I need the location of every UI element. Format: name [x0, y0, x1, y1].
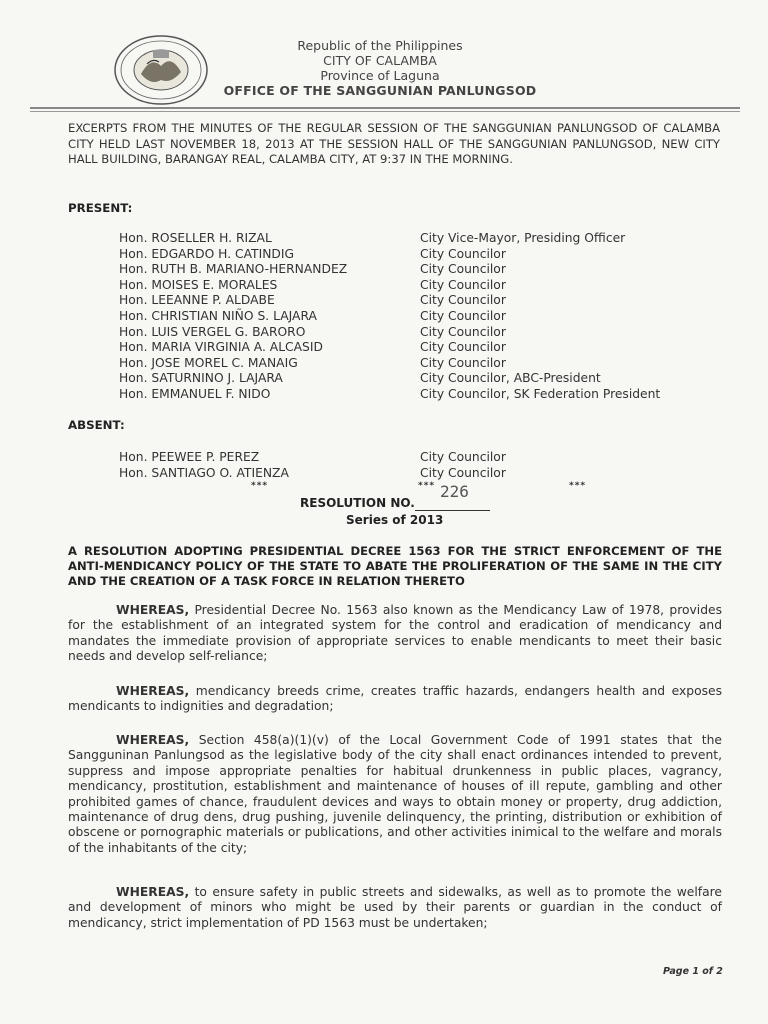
letterhead — [210, 38, 550, 99]
member-name: Hon. EDGARDO H. CATINDIG — [119, 246, 295, 261]
member-role: City Councilor — [420, 324, 506, 339]
member-role: City Councilor — [420, 465, 506, 480]
whereas-text: Presidential Decree No. 1563 also known as the Mendicancy Law of 1978, provides for the establishment of an integrated system for the control and eradication of mendicancy and mandates the immediate provision of appropriate services to enable mendicants to meet their basic needs and develop self-reliance; — [68, 603, 722, 664]
separator-stars: *** — [569, 481, 587, 491]
present-members — [119, 231, 347, 403]
separator-stars: *** — [251, 481, 269, 491]
member-role: City Councilor — [420, 262, 506, 277]
letterhead-republic: Republic of the Philippines — [297, 38, 463, 53]
resolution-label: RESOLUTION NO. — [300, 496, 415, 510]
whereas-clause — [68, 684, 722, 715]
resolution-number-line — [415, 510, 490, 511]
member-role: City Councilor — [420, 355, 506, 370]
letterhead-office: OFFICE OF THE SANGGUNIAN PANLUNGSOD — [223, 83, 537, 98]
present-label: PRESENT: — [68, 201, 133, 215]
whereas-clause — [68, 885, 722, 931]
whereas-text: mendicancy breeds crime, creates traffic hazards, endangers health and exposes mendicants to indignities and degradation; — [68, 684, 722, 714]
member-name: Hon. MARIA VIRGINIA A. ALCASID — [119, 340, 323, 355]
member-name: Hon. CHRISTIAN NIÑO S. LAJARA — [119, 308, 317, 323]
absent-members — [119, 450, 289, 481]
present-roles — [420, 231, 660, 403]
whereas-text: to ensure safety in public streets and sidewalks, as well as to promote the welfare and development of minors who might be used by their parents or guardian in the conduct of mendicancy, strict implementation of PD 1563 must be undertaken; — [68, 885, 722, 930]
member-name: Hon. MOISES E. MORALES — [119, 277, 278, 292]
whereas-lead: WHEREAS, — [116, 684, 190, 698]
member-role: City Councilor — [420, 308, 506, 323]
member-name: Hon. ROSELLER H. RIZAL — [119, 231, 272, 245]
separator-stars: *** — [418, 481, 436, 491]
member-name: Hon. JOSE MOREL C. MANAIG — [119, 355, 298, 370]
member-role: City Councilor, ABC-President — [420, 371, 601, 386]
whereas-clause — [68, 603, 722, 665]
member-role: City Vice-Mayor, Presiding Officer — [420, 231, 626, 245]
resolution-title: A RESOLUTION ADOPTING PRESIDENTIAL DECREE 1563 FOR THE STRICT ENFORCEMENT OF THE ANTI-MENDICANCY POLICY OF THE STATE TO ABATE THE PROLIFERATION OF THE SAME IN THE CITY AND THE CREATION OF A TASK FORCE IN RELATION THERETO — [68, 544, 722, 589]
absent-label: ABSENT: — [68, 418, 125, 432]
member-role: City Councilor, SK Federation President — [420, 386, 661, 401]
member-name: Hon. LUIS VERGEL G. BARORO — [119, 324, 306, 339]
whereas-text: Section 458(a)(1)(v) of the Local Government Code of 1991 states that the Sangguninan Panlungsod as the legislative body of the city shall enact ordinances intended to prevent, suppress and impose appropriate penalties for habitual drunkenness in public places, vagrancy, mendicancy, prostitution, establishment and maintenance of houses of ill repute, gambling and other prohibited games of chance, fraudulent devices and ways to obtain money or property, drug addiction, maintenance of drug dens, drug pushing, juvenile delinquency, the printing, distribution or exhibition of obscene or pornographic materials or publications, and other activities inimical to the welfare and morals of the inhabitants of the city; — [68, 733, 722, 855]
member-role: City Councilor — [420, 450, 506, 464]
letterhead-city: CITY OF CALAMBA — [323, 53, 437, 68]
member-role: City Councilor — [420, 340, 506, 355]
whereas-lead: WHEREAS, — [116, 733, 190, 747]
member-name: Hon. PEEWEE P. PEREZ — [119, 450, 260, 464]
member-name: Hon. EMMANUEL F. NIDO — [119, 386, 271, 401]
member-role: City Councilor — [420, 277, 506, 292]
member-role: City Councilor — [420, 293, 506, 308]
city-seal — [113, 34, 209, 106]
whereas-lead: WHEREAS, — [116, 885, 190, 899]
member-role: City Councilor — [420, 246, 506, 261]
resolution-series: Series of 2013 — [346, 513, 444, 527]
page-footer: Page 1 of 2 — [663, 966, 723, 977]
member-name: Hon. RUTH B. MARIANO-HERNANDEZ — [119, 262, 348, 277]
member-name: Hon. SANTIAGO O. ATIENZA — [119, 465, 289, 480]
minutes-excerpt: EXCERPTS FROM THE MINUTES OF THE REGULAR SESSION OF THE SANGGUNIAN PANLUNGSOD OF CALAMBA CITY HELD LAST NOVEMBER 18, 2013 AT THE SESSION HALL OF THE SANGGUNIAN PANLUNGSOD, NEW CITY HALL BUILDING, BARANGAY REAL, CALAMBA CITY, AT 9:37 IN THE MORNING. — [68, 121, 720, 166]
absent-roles — [420, 450, 506, 481]
member-name: Hon. SATURNINO J. LAJARA — [119, 371, 283, 386]
whereas-lead: WHEREAS, — [116, 603, 190, 617]
header-rule — [30, 107, 740, 109]
whereas-clause — [68, 733, 722, 856]
resolution-number: 226 — [440, 482, 469, 501]
letterhead-province: Province of Laguna — [320, 68, 440, 83]
member-name: Hon. LEEANNE P. ALDABE — [119, 293, 275, 308]
header-rule-thin — [30, 111, 740, 112]
